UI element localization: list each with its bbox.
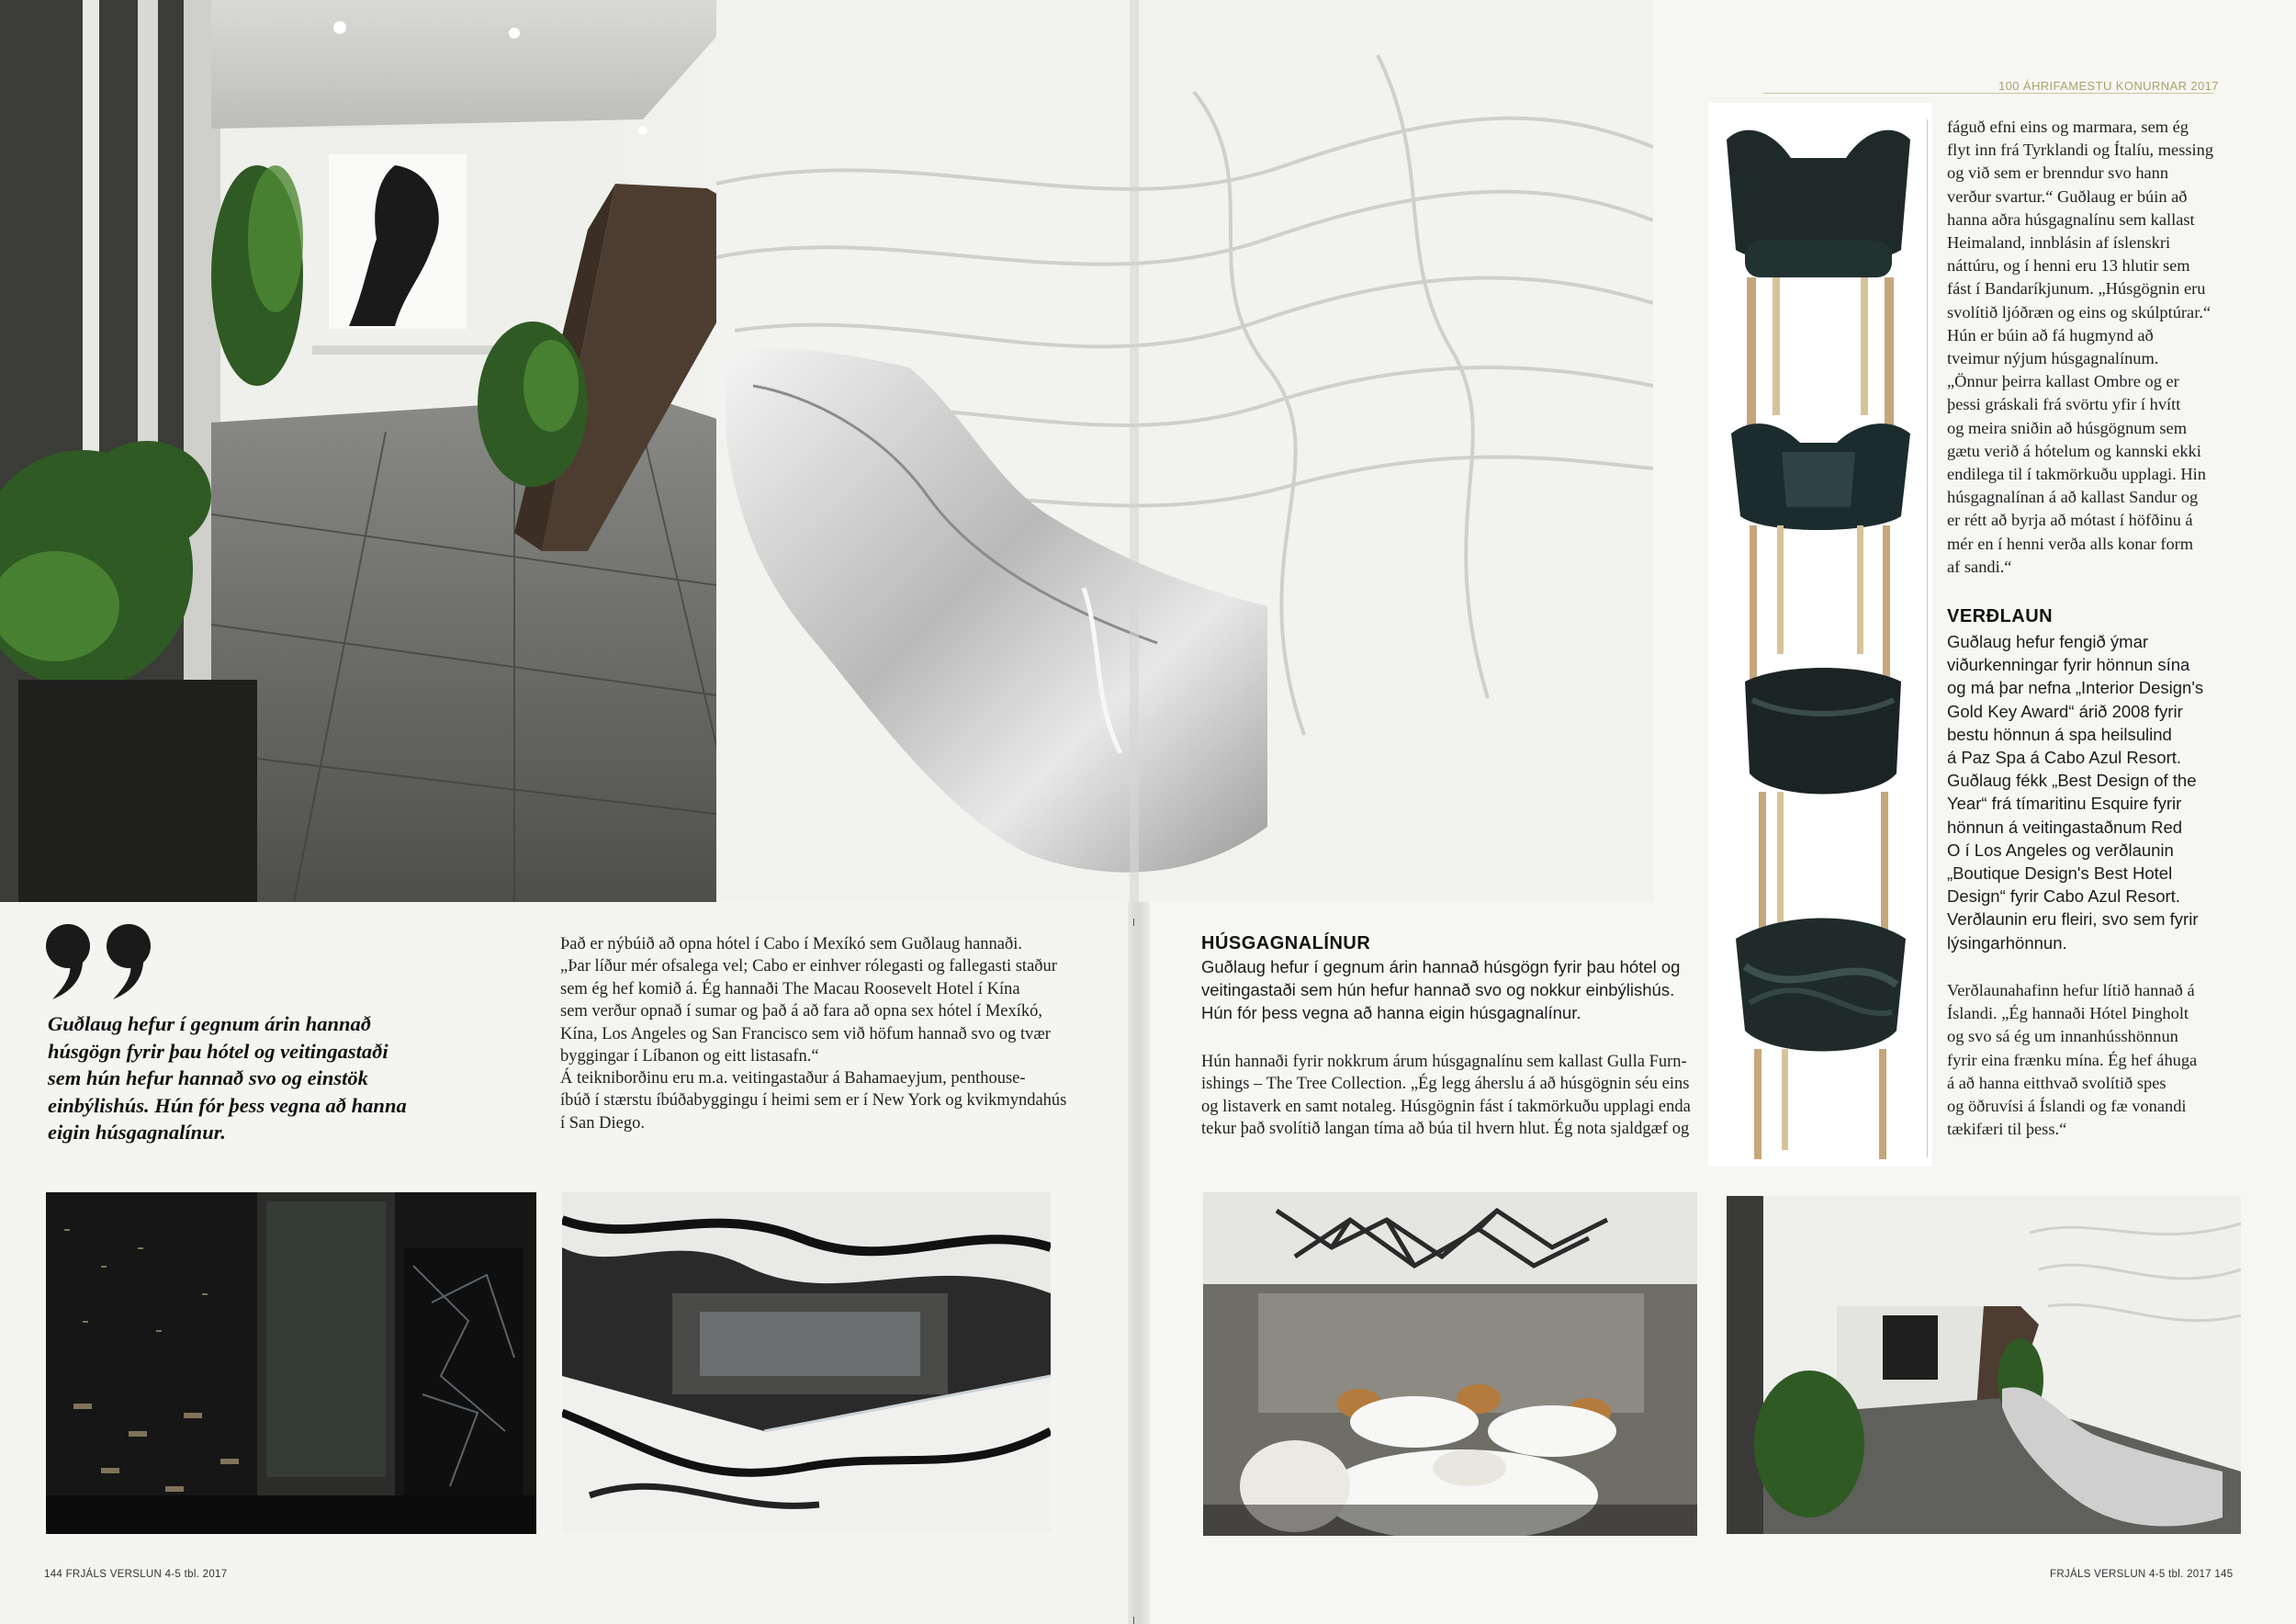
pull-quote: Guðlaug hefur í gegnum árin hannað húsgögn fyrir þau hótel og veitingastaði sem hún hefur hannað svo og einstök einbýlishús. Hún fór þess vegna að hanna eigin húsgagnalínur.	[48, 1012, 407, 1144]
furniture-lead: Guðlaug hefur í gegnum árin hannað húsgögn fyrir þau hótel og veitingastaði sem hún hefur hannað svo og nokkur einbýlishús. Hún fór þess vegna að hanna eigin húsgagnalínur.	[1201, 957, 1681, 1023]
wine-wall-photo	[46, 1192, 536, 1534]
furniture-body: Hún hannaði fyrir nokkrum árum húsgagnalínu sem kallast Gulla Furn- ishings – The Tree Collection. „Ég legg áherslu á að húsgögnin séu eins og listaverk en samt notaleg. Húsgögnin fást í takmörkuðu upplagi enda tekur það svolítið langan tíma að búa til hvern hlut. Ég nota sjaldgæf og	[1201, 1053, 1691, 1139]
crop-mark	[1133, 919, 1134, 926]
running-head: 100 ÁHRIFAMESTU KONURNAR 2017	[1998, 79, 2219, 93]
lobby-overview-photo	[1727, 1196, 2241, 1534]
furniture-heading: HÚSGAGNALÍNUR	[1201, 933, 1371, 953]
page-folio-left: 144 FRJÁLS VERSLUN 4-5 tbl. 2017	[44, 1569, 228, 1580]
restaurant-dining-photo	[1203, 1192, 1697, 1536]
awards-text: Guðlaug hefur fengið ýmar viðurkenningar fyrir hönnun sína og má þar nefna „Interior Design's Gold Key Award“ árið 2008 fyrir bestu hönnun á spa heilsulind á Paz Spa á Cabo Azul Resort. Guðlaug fékk „Best Design of the Year“ frá tímaritinu Esquire fyrir hönnun á veitingastaðnum Red O í Los Angeles og verðlaunin „Boutique Design's Best Hotel Design“ fyrir Cabo Azul Resort. Verðlaunin eru fleiri, svo sem fyrir lýsingarhönnun.	[1947, 632, 2204, 953]
page-folio-right: FRJÁLS VERSLUN 4-5 tbl. 2017 145	[2050, 1569, 2234, 1580]
marble-bar-photo	[562, 1192, 1051, 1532]
hero-lobby-photo	[0, 0, 1653, 902]
left-body-paragraph-1: Það er nýbúið að opna hótel í Cabo í Mexíkó sem Guðlaug hannaði. „Þar líður mér ofsalega vel; Cabo er einhver rólegasti og fallegasti staður sem ég hef komið á. Ég hannaði The Macau Roosevelt Hotel í Kína sem verður opnað í sumar og það á að fara að opna sex hótel í Mexíkó, Kína, Los Angeles og San Francisco sem við höfum hannað svo og tvær byggingar í Líbanon og eitt listasafn.“	[560, 935, 1057, 1066]
right-column-continued-text: fáguð efni eins og marmara, sem ég flyt inn frá Tyrklandi og Ítalíu, messing og við sem er brenndur svo hann verður svartur.“ Guðlaug er búin að hanna aðra húsgagnalínu sem kallast Heimaland, innblásin af íslenskri náttúru, og í henni eru 13 hlutir sem fást í Bandaríkjunum. „Húsgögnin eru svolítið ljóðræn og eins og skúlptúrar.“ Hún er búin að fá hugmynd að tveimur nýjum húsgagnalínum. „Önnur þeirra kallast Ombre og er þessi gráskali frá svörtu yfir í hvítt og meira sniðin að húsgögnum sem gætu verið á hótelum og kannski ekki endilega til í takmörkuðu upplagi. Hin húsgagnalínan á að kallast Sandur og er rétt að byrja að mótast í höfðinu á mér en í henni verða alls konar form af sandi.“	[1947, 118, 2214, 576]
running-head-rule	[1763, 93, 2213, 94]
quote-marks-icon	[39, 919, 176, 1001]
chair-1	[1727, 130, 1910, 443]
awards-heading: VERÐLAUN	[1947, 606, 2054, 626]
column-rule	[1927, 119, 1928, 1157]
crop-mark	[1133, 1617, 1134, 1624]
left-body-paragraph-2: Á teikniborðinu eru m.a. veitingastaður á Bahamaeyjum, penthouse- íbúð í stærstu íbúðabyggingu í heimi sem er í New York og kvikmyndahús í San Diego.	[560, 1069, 1067, 1133]
chair-collection-photos	[1708, 103, 1932, 1167]
awards-text-continued: Verðlaunahafinn hefur lítið hannað á Íslandi. „Ég hannaði Hótel Þingholt og svo sá ég um innanhússhönnun fyrir eina frænku mína. Ég hef áhuga á að hanna eitthvað svolítið spes og öðruvísi á Íslandi og fæ vonandi tækifæri til þess.“	[1947, 981, 2198, 1139]
